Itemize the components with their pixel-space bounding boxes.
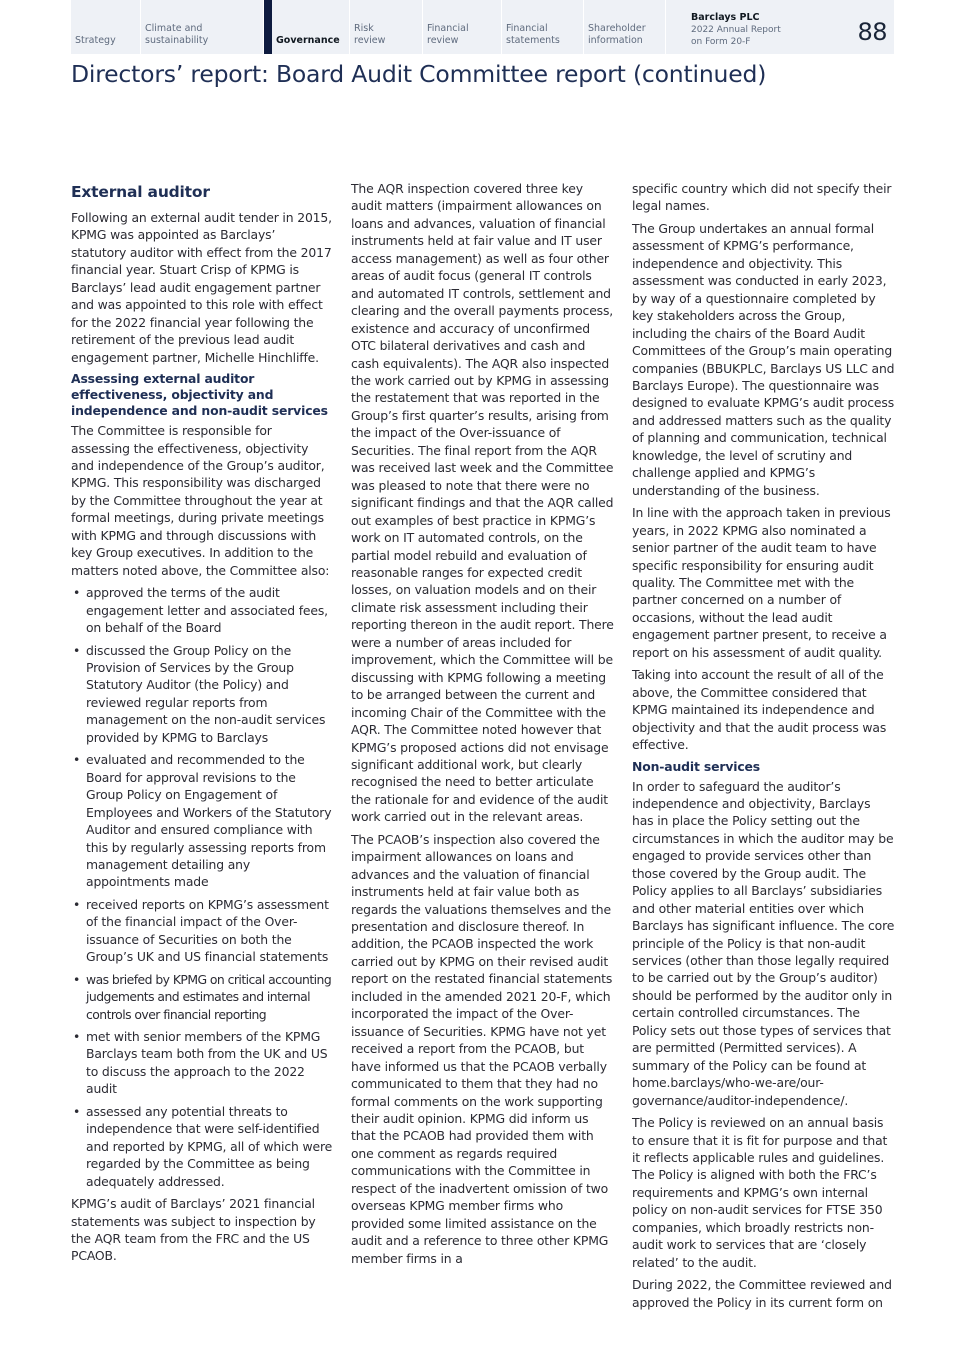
nav-tab-climate[interactable] [140,0,263,54]
paragraph: The Group undertakes an annual formal assessment of KPMG’s performance, independence and objectivity. This assessment was conducted in early 2023, by way of a questionnaire completed by key stakeholders across the Group, including the chairs of the Board Audit Committees of the Group’s main operating companies (BBUKPLC, Barclays US LLC and Barclays Europe). The questionnaire was designed to evaluate KPMG’s audit process and addressed matters such as the quality of planning and communication, technical knowledge, the level of scrutiny and challenge applied and KPMG’s understanding of the business. [632,220,895,498]
column-1 [71,182,334,1270]
subheading-assessing-auditor: Assessing external auditor effectiveness, objectivity and independence and non-audit services [71,371,328,419]
page-title: Directors’ report: Board Audit Committee report (continued) [71,60,767,88]
paragraph: In order to safeguard the auditor’s independence and objectivity, Barclays has in place the Policy setting out the circumstances in which the auditor may be engaged to provide services other than those covered by the Group audit. The Policy applies to all Barclays’ subsidiaries and other material entities over which Barclays has significant influence. The core principle of the Policy is that non-audit services (other than those legally required to be carried out by the Group’s auditor) should be performed by the auditor only in certain controlled circumstances. The Policy sets out those types of services that are permitted (Permitted services). A summary of the Policy can be found at home.barclays/who-we-are/our-governance/auditor-independence/. [632,778,895,1108]
paragraph: The Committee is responsible for assessing the effectiveness, objectivity and independence of the Group’s auditor, KPMG. This responsibility was discharged by the Committee throughout the year at formal meetings, during private meetings with KPMG and through discussions with key Group executives. In addition to the matters noted above, the Committee also: [71,423,330,578]
page-number: 88 [857,18,887,46]
list-item: • discussed the Group Policy on the Provision of Services by the Group Statutory Auditor (the Policy) and reviewed regular reports from management on the non-audit services provided by KPMG to Barclays [71,642,334,747]
nav-tab-label: Strategy [75,35,116,46]
nav-tab-label: Financial review [427,23,469,46]
nav-tab-financial-review[interactable] [422,0,501,54]
nav-tab-risk-review[interactable] [349,0,422,54]
column-2 [351,180,614,1272]
paragraph: The PCAOB’s inspection also covered the impairment allowances on loans and advances and the valuation of financial instruments held at fair value both as regards the valuations themselves and the presentation and disclosure thereof. In addition, the PCAOB inspected the work carried out by KPMG on their revised audit report on the restated financial statements included in the amended 2021 20-F, which incorporated the impact of the Over-issuance of Securities. KPMG have not yet received a report from the PCAOB, but have informed us that the PCAOB verbally communicated to them that they had no formal comments on the work supporting their audit opinion. KPMG did inform us that the PCAOB had provided them with one comment as regards required communications with the Committee in respect of the inadvertent omission of two overseas KPMG member firms who provided some limited assistance on the audit and a reference to three other KPMG member firms in a [351,831,613,1266]
list-item: • approved the terms of the audit engagement letter and associated fees, on behalf of the Board [71,584,334,636]
list-item: • assessed any potential threats to independence that were self-identified and reported by KPMG, all of which were regarded by the Committee as being adequately addressed. [71,1103,334,1190]
nav-tab-label: Climate and sustainability [145,23,209,46]
report-info [665,0,894,54]
nav-tab-governance[interactable] [263,0,349,54]
paragraph: In line with the approach taken in previous years, in 2022 KPMG also nominated a senior partner of the audit team to have specific responsibility for ensuring audit quality. The Committee met with the partner concerned on a number of occasions, without the lead audit engagement partner present, to receive a report on his assessment of audit quality. [632,505,891,660]
list-item: • received reports on KPMG’s assessment of the financial impact of the Over-issuance of Securities on both the Group’s UK and US financial statements [71,896,334,966]
nav-tab-label: Financial statements [506,23,560,46]
list-item: • evaluated and recommended to the Board for approval revisions to the Group Policy on Engagement of Employees and Workers of the Statutory Auditor and ensured compliance with this by regularly assessing reports from management detailing any appointments made [71,751,334,891]
paragraph: specific country which did not specify their legal names. [632,181,892,214]
section-heading-external-auditor: External auditor [71,183,210,201]
paragraph: The Policy is reviewed on an annual basis to ensure that it is fit for purpose and that it reflects applicable rules and guidelines. The Policy is aligned with both the FRC’s requirements and KPMG’s own internal policy on non-audit services for FTSE 350 companies, which broadly restricts non-audit work to services that are ‘closely related’ to the audit. [632,1115,888,1270]
list-item: • met with senior members of the KPMG Barclays team both from the UK and US to discuss the approach to the 2022 audit [71,1028,334,1098]
paragraph: KPMG’s audit of Barclays’ 2021 financial statements was subject to inspection by the AQR team from the FRC and the US PCAOB. [71,1196,316,1264]
nav-tab-shareholder-information[interactable] [583,0,665,54]
nav-tab-label: Governance [276,35,340,46]
committee-actions-list [71,584,334,1190]
column-3 [632,180,895,1316]
subheading-non-audit-services: Non-audit services [632,758,761,774]
paragraph: Following an external audit tender in 2015, KPMG was appointed as Barclays’ statutory auditor with effect from the 2017 financial year. Stuart Crisp of KPMG is Barclays’ lead audit engagement partner and was appointed to this role with effect for the 2022 financial year following the retirement of the previous lead audit engagement partner, Michelle Hinchliffe. [71,210,332,365]
nav-tab-financial-statements[interactable] [501,0,583,54]
section-nav [71,0,894,54]
paragraph: Taking into account the result of all of the above, the Committee considered that KPMG maintained its independence and objectivity and that the audit process was effective. [632,667,887,753]
paragraph: During 2022, the Committee reviewed and approved the Policy in its current form on [632,1277,892,1310]
company-name: Barclays PLC [691,12,760,23]
nav-tab-label: Shareholder information [588,23,646,46]
nav-tab-label: Risk review [354,23,386,46]
report-name [691,24,781,48]
report-line-2: on Form 20-F [691,37,751,47]
nav-tab-strategy[interactable] [71,0,140,54]
report-line-1: 2022 Annual Report [691,25,781,35]
paragraph: The AQR inspection covered three key audit matters (impairment allowances on loans and advances, valuation of financial instruments held at fair value and IT user access management) as well as four other areas of audit focus (general IT controls and automated IT controls, settlement and clearing and the overall payments process, existence and accuracy of unconfirmed OTC bilateral derivatives and cash and cash equivalents). The AQR also inspected the work carried out by KPMG in assessing the restatement that was reported in the Group’s first quarter’s results, arising from the impact of the Over-issuance of Securities. The final report from the AQR was received last week and the Committee was pleased to note that there were no significant findings and that the AQR called out examples of best practice in KPMG’s work on IT automated controls, on the partial model rebuild and evaluation of reasonable ranges for expected credit losses, on valuation models and on their climate risk assessment including their reporting thereon in the audit report. There were a number of areas included for improvement, which the Committee will be discussing with KPMG following a meeting to be arranged between the current and incoming Chair of the Committee with the AQR. The Committee noted however that KPMG’s proposed actions did not envisage significant additional work, but clearly recognised the need to better articulate the rationale for and evidence of the audit work carried out in the relevant areas. [351,181,614,825]
list-item: • was briefed by KPMG on critical accounting judgements and estimates and internal controls over financial reporting [71,971,334,1023]
